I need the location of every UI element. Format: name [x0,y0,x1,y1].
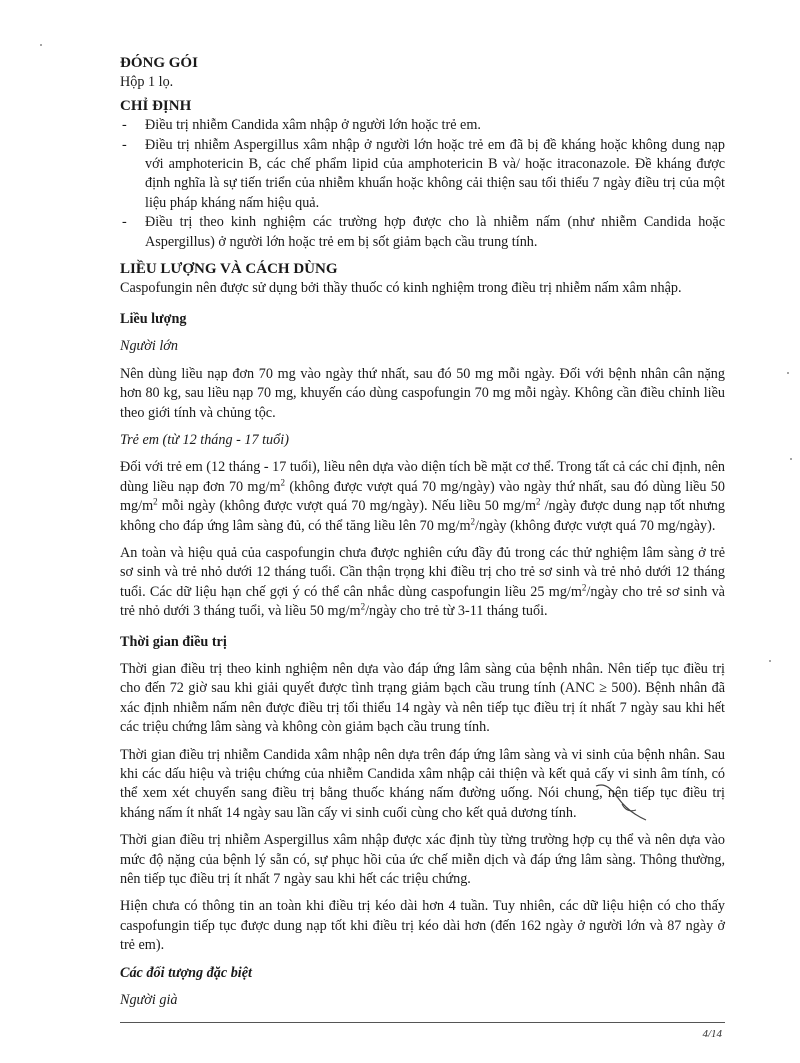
infant-dosage-text: An toàn và hiệu quả của caspofungin chưa được nghiên cứu đầy đủ trong các thử nghiệm lâm sàng ở trẻ sơ sinh và trẻ nhỏ dưới 12 tháng tuổi. Cần thận trọng khi điều trị cho trẻ sơ sinh và trẻ nhỏ dưới 12 tháng tuổi. Các dữ liệu hạn chế gợi ý có thể cân nhắc dùng caspofungin liều 25 $mg/m^2$/ngày cho trẻ sơ sinh và trẻ nhỏ dưới 3 tháng tuổi, và liều 50 $mg/m^2$/ngày cho trẻ từ 3-11 tháng tuổi. [120,544,725,620]
section-heading-dosage: LIỀU LƯỢNG VÀ CÁCH DÙNG [120,261,338,278]
handwritten-mark-icon [592,780,652,825]
indication-bullet: - Điều trị nhiễm Aspergillus xâm nhập ở người lớn hoặc trẻ em đã bị đề kháng hoặc không dung nạp với amphotericin B, các chế phẩm lipid của amphotericin B và/ hoặc itraconazole. Đề kháng được định nghĩa là sự tiến triển của nhiễm khuẩn hoặc không cải thiện sau tối thiểu 7 ngày điều trị của một liệu pháp kháng nấm hiệu quả. [122,136,725,211]
label-adults: Người lớn [120,338,178,355]
dosage-intro: Caspofungin nên được sử dụng bởi thầy thuốc có kinh nghiệm trong điều trị nhiễm nấm xâm nhập. [120,280,682,297]
duration-paragraph: Thời gian điều trị nhiễm Aspergillus xâm nhập được xác định tùy từng trường hợp cụ thể và nên dựa vào mức độ nặng của bệnh lý sẵn có, sự phục hồi của ức chế miễn dịch và đáp ứng lâm sàng. Thông thường, nên tiếp tục điều trị ít nhất 7 ngày sau khi hết các triệu chứng. [120,832,725,888]
footer-divider [120,1022,725,1023]
section-heading-packaging: ĐÓNG GÓI [120,55,198,71]
scan-speck [769,660,771,662]
scan-speck [40,44,42,46]
adult-dosage-text: Nên dùng liều nạp đơn 70 mg vào ngày thứ nhất, sau đó 50 mg mỗi ngày. Đối với bệnh nhân cân nặng hơn 80 kg, sau liều nạp 70 mg, khuyến cáo dùng caspofungin 70 mg mỗi ngày. Không cần điều chỉnh liều theo giới tính và chủng tộc. [120,365,725,421]
scan-speck [787,372,789,374]
indication-bullet: - Điều trị nhiễm Candida xâm nhập ở người lớn hoặc trẻ em. [122,117,481,134]
indication-bullet: - Điều trị theo kinh nghiệm các trường hợp được cho là nhiễm nấm (như nhiễm Candida hoặc Aspergillus) ở người lớn hoặc trẻ em bị sốt giảm bạch cầu trung tính. [122,214,725,250]
packaging-text: Hộp 1 lọ. [120,74,174,91]
label-elderly: Người già [120,992,178,1009]
section-heading-indications: CHỈ ĐỊNH [120,97,192,114]
duration-paragraph: Thời gian điều trị nhiễm Candida xâm nhập nên dựa trên đáp ứng lâm sàng và vi sinh của bệnh nhân. Sau khi các dấu hiệu và triệu chứng của nhiễm Candida xâm nhập cải thiện và kết quả cấy vi sinh âm tính, có thể xem xét chuyển sang điều trị bằng thuốc kháng nấm đường uống. Nói chung, nên tiếp tục điều trị kháng nấm ít nhất 14 ngày sau lần cấy vi sinh cuối cùng cho kết quả dương tính. [120,746,725,821]
scan-speck [790,458,792,460]
subheading-dosage: Liều lượng [120,310,187,327]
duration-paragraph: Thời gian điều trị theo kinh nghiệm nên dựa vào đáp ứng lâm sàng của bệnh nhân. Nên tiếp tục điều trị cho đến 72 giờ sau khi giải quyết được tình trạng giảm bạch cầu trung tính (ANC ≥ 500). Bệnh nhân đã xác định nhiễm nấm nên được điều trị tối thiểu 14 ngày và nên tiếp tục điều trị ít nhất 7 ngày sau khi hết các triệu chứng lâm sàng và không còn giảm bạch cầu trung tính. [120,660,725,736]
subheading-duration: Thời gian điều trị [120,633,227,650]
label-children: Trẻ em (từ 12 tháng - 17 tuổi) [120,431,289,448]
child-dosage-text: Đối với trẻ em (12 tháng - 17 tuổi), liều nên dựa vào diện tích bề mặt cơ thể. Trong tất cả các chỉ định, nên dùng liều nạp đơn 70 $mg/m^2$ (không được vượt quá 70 mg/ngày) vào ngày thứ nhất, sau đó dùng liều 50 $mg/m^2$ mỗi ngày (không được vượt quá 70 mg/ngày). Nếu liều 50 $mg/m^2$ /ngày được dung nạp tốt nhưng không cho đáp ứng lâm sàng đủ, có thể tăng liều lên 70 $mg/m^2$/ngày (không được vượt quá 70 mg/ngày). [120,459,726,534]
duration-paragraph: Hiện chưa có thông tin an toàn khi điều trị kéo dài hơn 4 tuần. Tuy nhiên, các dữ liệu hiện có cho thấy caspofungin tiếp tục được dung nạp tốt khi điều trị kéo dài hơn (đến 162 ngày ở người lớn và 87 ngày ở trẻ em). [120,898,725,954]
document-body [120,54,725,1010]
page-number: 4/14 [702,1028,722,1040]
subheading-special-populations: Các đối tượng đặc biệt [120,964,252,981]
